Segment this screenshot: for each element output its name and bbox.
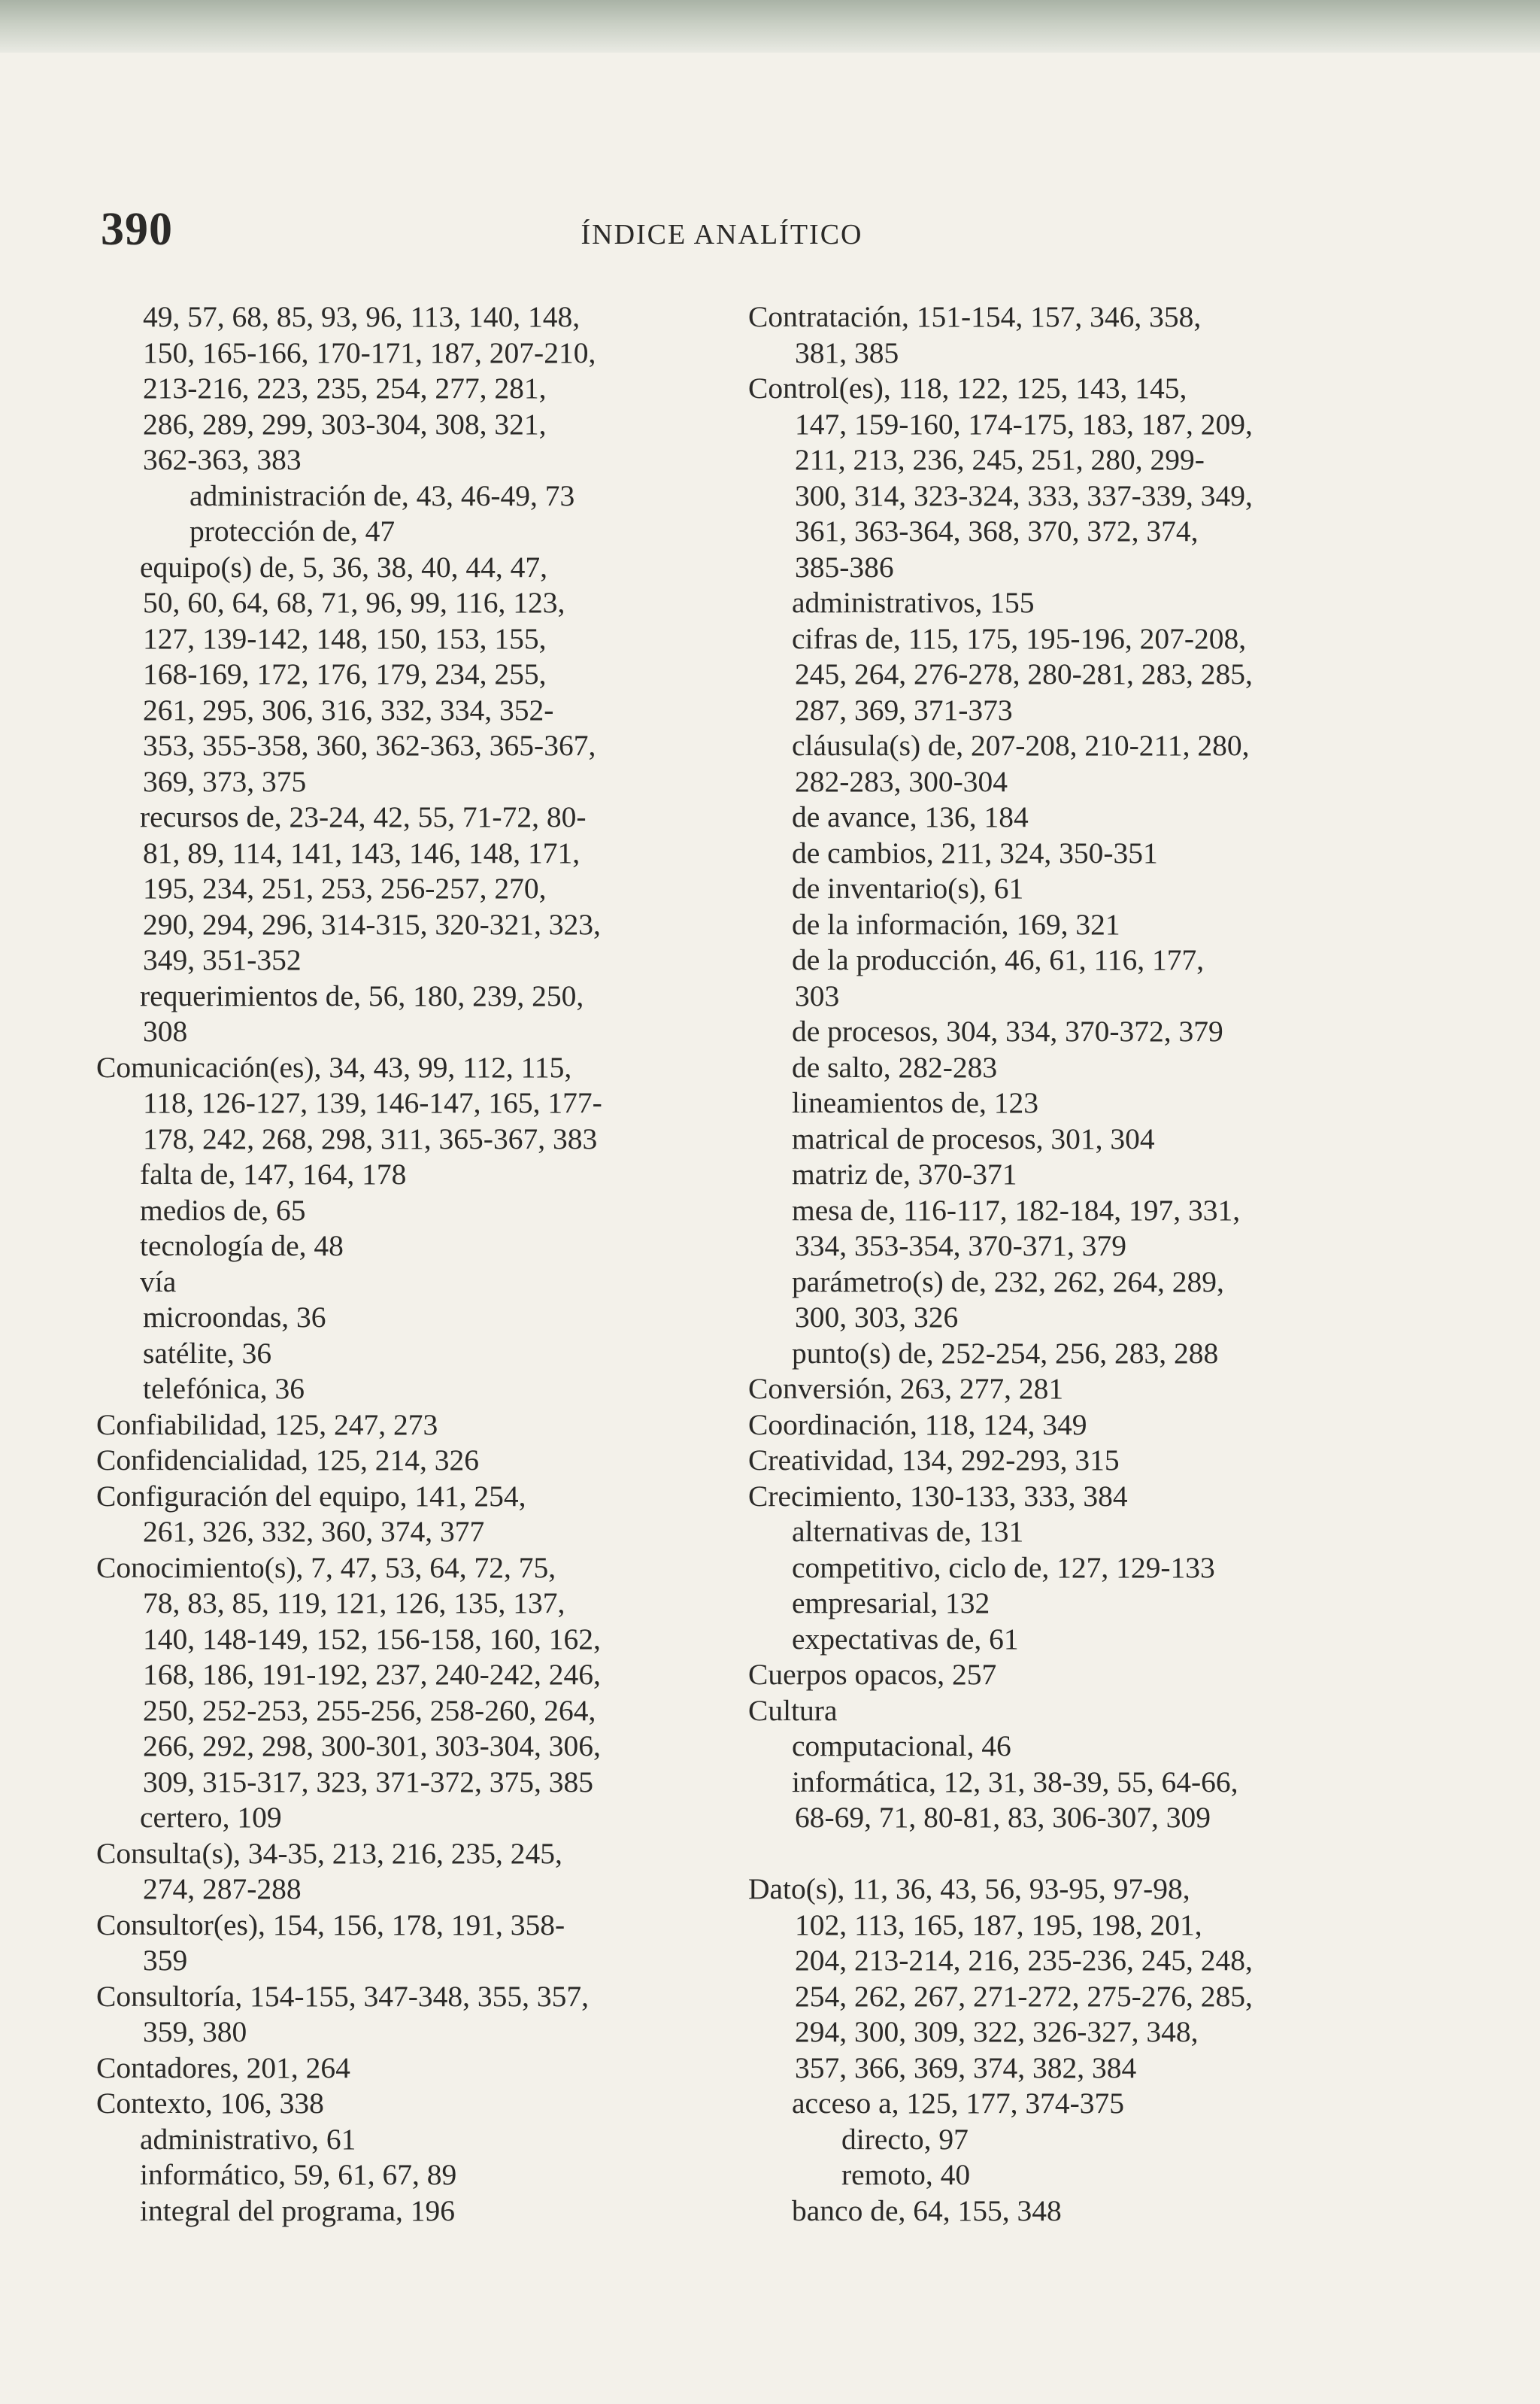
index-subentry: 369, 373, 375 <box>143 764 307 798</box>
page-top-edge <box>0 0 1540 53</box>
index-subentry: de la producción, 46, 61, 116, 177, <box>792 943 1205 976</box>
index-subentry: 349, 351-352 <box>143 943 302 976</box>
index-subentry: satélite, 36 <box>143 1336 272 1370</box>
index-subentry: 245, 264, 276-278, 280-281, 283, 285, <box>795 657 1253 691</box>
index-subentry: recursos de, 23-24, 42, 55, 71-72, 80- <box>140 800 587 833</box>
index-subentry: 274, 287-288 <box>143 1872 302 1905</box>
index-subentry: 385-386 <box>795 550 894 584</box>
index-subentry: de salto, 282-283 <box>792 1050 998 1084</box>
index-subentry: 290, 294, 296, 314-315, 320-321, 323, <box>143 907 601 941</box>
index-subentry: 168, 186, 191-192, 237, 240-242, 246, <box>143 1658 601 1691</box>
index-subentry: administrativo, 61 <box>140 2122 356 2156</box>
index-entry: Contratación, 151-154, 157, 346, 358, <box>748 300 1202 333</box>
index-subentry: de la información, 169, 321 <box>792 907 1120 941</box>
index-entry: Contadores, 201, 264 <box>96 2050 350 2084</box>
index-subentry: 359, 380 <box>143 2015 247 2048</box>
index-subentry: 254, 262, 267, 271-272, 275-276, 285, <box>795 1979 1253 2013</box>
index-subentry: matriz de, 370-371 <box>792 1158 1017 1191</box>
index-subentry: informática, 12, 31, 38-39, 55, 64-66, <box>792 1765 1238 1798</box>
index-subentry: 127, 139-142, 148, 150, 153, 155, <box>143 621 547 655</box>
index-entry: Comunicación(es), 34, 43, 99, 112, 115, <box>96 1050 572 1084</box>
index-entry: Conocimiento(s), 7, 47, 53, 64, 72, 75, <box>96 1550 556 1584</box>
index-subentry: lineamientos de, 123 <box>792 1086 1038 1119</box>
index-entry: Conversión, 263, 277, 281 <box>748 1372 1064 1405</box>
index-subentry: equipo(s) de, 5, 36, 38, 40, 44, 47, <box>140 550 547 584</box>
index-subentry: administrativos, 155 <box>792 586 1035 619</box>
index-entry: Creatividad, 134, 292-293, 315 <box>748 1443 1120 1477</box>
index-subentry: expectativas de, 61 <box>792 1622 1019 1656</box>
index-subentry: 309, 315-317, 323, 371-372, 375, 385 <box>143 1765 594 1798</box>
index-entry: Cuerpos opacos, 257 <box>748 1658 997 1691</box>
index-subentry: 294, 300, 309, 322, 326-327, 348, <box>795 2015 1199 2048</box>
index-subentry: 204, 213-214, 216, 235-236, 245, 248, <box>795 1944 1253 1977</box>
index-subentry: 286, 289, 299, 303-304, 308, 321, <box>143 407 547 441</box>
index-subentry: directo, 97 <box>841 2122 969 2156</box>
index-subentry: 266, 292, 298, 300-301, 303-304, 306, <box>143 1729 601 1762</box>
index-subentry: punto(s) de, 252-254, 256, 283, 288 <box>792 1336 1219 1370</box>
index-entry: Contexto, 106, 338 <box>96 2087 324 2120</box>
index-subentry: 300, 314, 323-324, 333, 337-339, 349, <box>795 478 1253 512</box>
index-subentry: 50, 60, 64, 68, 71, 96, 99, 116, 123, <box>143 586 565 619</box>
index-subentry: tecnología de, 48 <box>140 1229 344 1262</box>
running-head: ÍNDICE ANALÍTICO <box>581 219 863 250</box>
index-entry: Confiabilidad, 125, 247, 273 <box>96 1407 438 1441</box>
index-subentry: falta de, 147, 164, 178 <box>140 1158 407 1191</box>
index-subentry: telefónica, 36 <box>143 1372 305 1405</box>
index-entry: Confidencialidad, 125, 214, 326 <box>96 1443 480 1477</box>
index-subentry: 300, 303, 326 <box>795 1301 959 1334</box>
index-column-left <box>96 299 698 2229</box>
page-number: 390 <box>101 204 173 255</box>
index-subentry: administración de, 43, 46-49, 73 <box>189 478 575 512</box>
index-subentry: matrical de procesos, 301, 304 <box>792 1122 1155 1155</box>
index-subentry: competitivo, ciclo de, 127, 129-133 <box>792 1550 1215 1584</box>
index-subentry: 250, 252-253, 255-256, 258-260, 264, <box>143 1693 596 1727</box>
index-subentry: microondas, 36 <box>143 1301 326 1334</box>
index-entry: Crecimiento, 130-133, 333, 384 <box>748 1479 1128 1513</box>
index-subentry: 261, 326, 332, 360, 374, 377 <box>143 1515 485 1548</box>
index-subentry: 211, 213, 236, 245, 251, 280, 299- <box>795 443 1205 476</box>
index-entry: Cultura <box>748 1693 838 1727</box>
index-subentry: requerimientos de, 56, 180, 239, 250, <box>140 979 584 1012</box>
index-subentry: 308 <box>143 1015 188 1048</box>
index-subentry: 287, 369, 371-373 <box>795 693 1013 727</box>
index-subentry: 261, 295, 306, 316, 332, 334, 352- <box>143 693 554 727</box>
index-entry: Consulta(s), 34-35, 213, 216, 235, 245, <box>96 1836 562 1870</box>
index-entry: Control(es), 118, 122, 125, 143, 145, <box>748 372 1187 405</box>
index-subentry: 195, 234, 251, 253, 256-257, 270, <box>143 872 547 905</box>
index-subentry: 78, 83, 85, 119, 121, 126, 135, 137, <box>143 1586 565 1619</box>
index-subentry: 140, 148-149, 152, 156-158, 160, 162, <box>143 1622 601 1656</box>
index-subentry: 359 <box>143 1944 188 1977</box>
index-subentry: 213-216, 223, 235, 254, 277, 281, <box>143 372 547 405</box>
index-subentry: parámetro(s) de, 232, 262, 264, 289, <box>792 1264 1224 1298</box>
index-entry: Consultoría, 154-155, 347-348, 355, 357, <box>96 1979 590 2013</box>
index-subentry: 362-363, 383 <box>143 443 302 476</box>
index-subentry: 381, 385 <box>795 335 899 369</box>
index-subentry: alternativas de, 131 <box>792 1515 1024 1548</box>
index-column-right <box>748 299 1350 2229</box>
index-spacer <box>748 1836 1350 1872</box>
index-subentry: computacional, 46 <box>792 1729 1011 1762</box>
index-subentry: medios de, 65 <box>140 1193 306 1227</box>
index-subentry: 68-69, 71, 80-81, 83, 306-307, 309 <box>795 1801 1211 1834</box>
index-subentry: vía <box>140 1264 177 1298</box>
index-subentry: 150, 165-166, 170-171, 187, 207-210, <box>143 335 596 369</box>
index-entry: Dato(s), 11, 36, 43, 56, 93-95, 97-98, <box>748 1872 1190 1905</box>
index-subentry: integral del programa, 196 <box>140 2193 455 2227</box>
index-subentry: 102, 113, 165, 187, 195, 198, 201, <box>795 1908 1202 1941</box>
index-subentry: mesa de, 116-117, 182-184, 197, 331, <box>792 1193 1241 1227</box>
index-subentry: de avance, 136, 184 <box>792 800 1029 833</box>
index-subentry: acceso a, 125, 177, 374-375 <box>792 2087 1125 2120</box>
index-subentry: cláusula(s) de, 207-208, 210-211, 280, <box>792 729 1250 762</box>
index-entry: Coordinación, 118, 124, 349 <box>748 1407 1087 1441</box>
index-subentry: 282-283, 300-304 <box>795 764 1008 798</box>
index-subentry: empresarial, 132 <box>792 1586 990 1619</box>
index-subentry: 147, 159-160, 174-175, 183, 187, 209, <box>795 407 1253 441</box>
index-subentry: de procesos, 304, 334, 370-372, 379 <box>792 1015 1223 1048</box>
index-entry: Consultor(es), 154, 156, 178, 191, 358- <box>96 1908 565 1941</box>
index-subentry: 118, 126-127, 139, 146-147, 165, 177- <box>143 1086 602 1119</box>
index-subentry: 178, 242, 268, 298, 311, 365-367, 383 <box>143 1122 598 1155</box>
index-subentry: 357, 366, 369, 374, 382, 384 <box>795 2050 1137 2084</box>
index-subentry: 303 <box>795 979 840 1012</box>
index-subentry: informático, 59, 61, 67, 89 <box>140 2158 457 2191</box>
index-subentry: protección de, 47 <box>189 514 396 548</box>
index-subentry: de inventario(s), 61 <box>792 872 1024 905</box>
index-subentry: cifras de, 115, 175, 195-196, 207-208, <box>792 621 1247 655</box>
index-subentry: 353, 355-358, 360, 362-363, 365-367, <box>143 729 596 762</box>
index-subentry: 49, 57, 68, 85, 93, 96, 113, 140, 148, <box>143 300 581 333</box>
index-subentry: 361, 363-364, 368, 370, 372, 374, <box>795 514 1199 548</box>
index-entry: Configuración del equipo, 141, 254, <box>96 1479 526 1513</box>
index-subentry: 334, 353-354, 370-371, 379 <box>795 1229 1127 1262</box>
index-subentry: 168-169, 172, 176, 179, 234, 255, <box>143 657 547 691</box>
index-subentry: de cambios, 211, 324, 350-351 <box>792 836 1158 870</box>
index-subentry: banco de, 64, 155, 348 <box>792 2193 1062 2227</box>
index-subentry: certero, 109 <box>140 1801 282 1834</box>
index-subentry: remoto, 40 <box>841 2158 971 2191</box>
index-subentry: 81, 89, 114, 141, 143, 146, 148, 171, <box>143 836 581 870</box>
